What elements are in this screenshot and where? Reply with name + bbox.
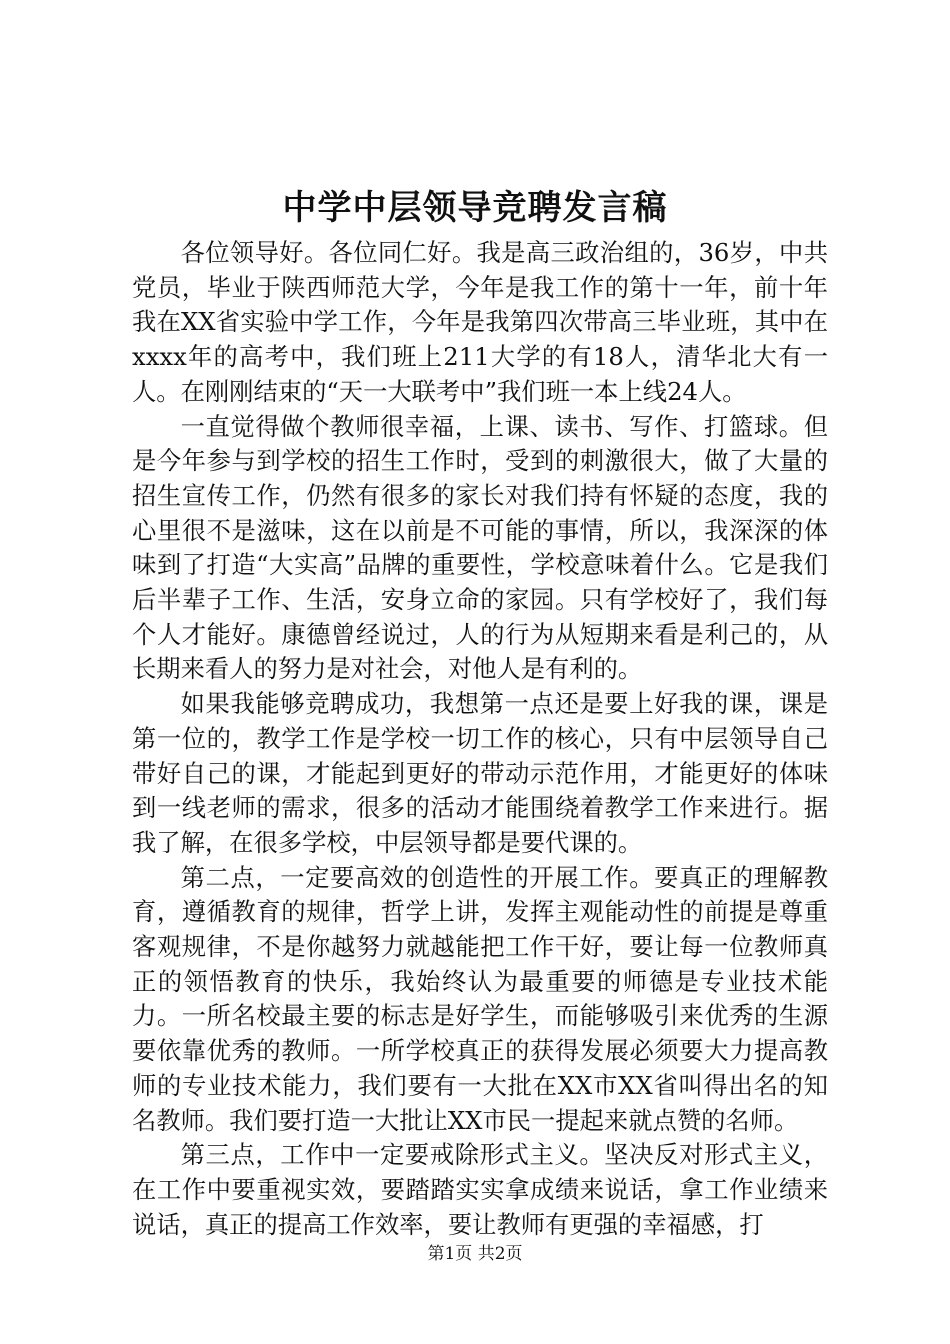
paragraph-point-three: 第三点，工作中一定要戒除形式主义。坚决反对形式主义，在工作中要重视实效，要踏踏实实拿成绩来说话，拿工作业绩来说话，真正的提高工作效率，要让教师有更强的幸福感，打 [132,1140,828,1239]
paragraph-motivation: 一直觉得做个教师很幸福，上课、读书、写作、打篮球。但是今年参与到学校的招生工作时，受到的刺激很大，做了大量的招生宣传工作，仍然有很多的家长对我们持有怀疑的态度，我的心里很不是滋味，这在以前是不可能的事情，所以，我深深的体味到了打造“大实高”品牌的重要性，学校意味着什么。它是我们后半辈子工作、生活，安身立命的家园。只有学校好了，我们每个人才能好。康德曾经说过，人的行为从短期来看是利己的，从长期来看人的努力是对社会，对他人是有利的。 [132,411,828,684]
page-footer [0,1241,950,1267]
document-body [132,236,828,1242]
paragraph-point-one: 如果我能够竞聘成功，我想第一点还是要上好我的课，课是第一位的，教学工作是学校一切工作的核心，只有中层领导自己带好自己的课，才能起到更好的带动示范作用，才能更好的体味到一线老师的需求，很多的活动才能围绕着教学工作来进行。据我了解，在很多学校，中层领导都是要代课的。 [132,689,828,857]
document-title: 中学中层领导竞聘发言稿 [282,188,668,228]
paragraph-point-two: 第二点，一定要高效的创造性的开展工作。要真正的理解教育，遵循教育的规律，哲学上讲，发挥主观能动性的前提是尊重客观规律，不是你越努力就越能把工作干好，要让每一位教师真正的领悟教育的快乐，我始终认为最重要的师德是专业技术能力。一所名校最主要的标志是好学生，而能够吸引来优秀的生源要依靠优秀的教师。一所学校真正的获得发展必须要大力提高教师的专业技术能力，我们要有一大批在XX市XX省叫得出名的知名教师。我们要打造一大批让XX市民一提起来就点赞的名师。 [132,862,828,1135]
paragraph-intro: 各位领导好。各位同仁好。我是高三政治组的，36岁，中共党员，毕业于陕西师范大学，今年是我工作的第十一年，前十年我在XX省实验中学工作，今年是我第四次带高三毕业班，其中在xxxx年的高考中，我们班上211大学的有18人，清华北大有一人。在刚刚结束的“天一大联考中”我们班一本上线24人。 [132,238,828,406]
page-indicator: 第1页 共2页 [427,1244,523,1264]
